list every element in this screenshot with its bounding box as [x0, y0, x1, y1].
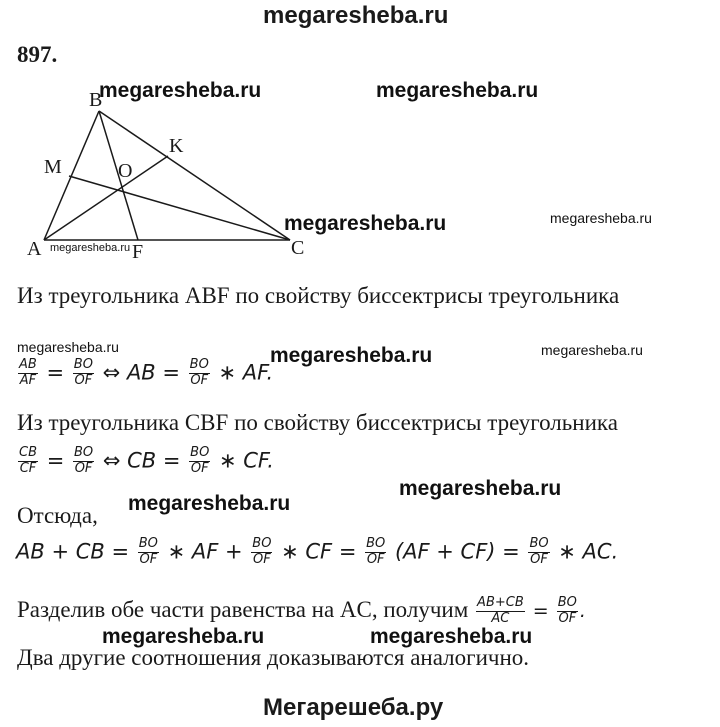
fraction: $\frac{CB}{CF}$ — [19, 445, 37, 476]
point-m-label: M — [44, 156, 62, 178]
watermark: megaresheba.ru — [102, 625, 265, 648]
fraction: $\frac{BO}{OF}$ — [190, 445, 210, 476]
problem-number: 897. — [17, 42, 58, 67]
equation-1: $\frac{AB}{AF}$ = $\frac{BO}{OF}$ ⇔ AB = $\frac{BO}{OF}$ ∗ AF. — [19, 357, 274, 388]
site-footer: Мегарешеба.ру — [263, 694, 444, 721]
fraction: $\frac{BO}{OF}$ — [557, 595, 577, 626]
watermark: megaresheba.ru — [376, 79, 539, 102]
text-line-1: Из треугольника ABF по свойству биссектрисы треугольника — [17, 283, 620, 308]
watermark: megaresheba.ru — [128, 492, 291, 515]
bisector-cm — [69, 176, 290, 240]
watermark: megaresheba.ru — [99, 79, 262, 102]
fraction: $\frac{BO}{OF}$ — [73, 357, 93, 388]
point-f-label: F — [132, 241, 144, 263]
fraction: $\frac{BO}{OF}$ — [73, 445, 94, 476]
point-k-label: K — [169, 135, 184, 157]
fraction: $\frac{AB+CB}{AC}$ — [477, 595, 524, 626]
fraction: $\frac{BO}{OF}$ — [366, 536, 386, 567]
watermark: megaresheba.ru — [541, 342, 643, 358]
point-a-label: A — [27, 238, 42, 260]
text-line-2: Из треугольника CBF по свойству биссектрисы треугольника — [17, 410, 618, 435]
watermark: megaresheba.ru — [50, 242, 131, 254]
point-c-label: C — [291, 237, 305, 259]
fraction: $\frac{AB}{AF}$ — [19, 357, 37, 388]
fraction: $\frac{BO}{OF}$ — [138, 536, 158, 567]
text-line-3: Отсюда, — [17, 503, 98, 528]
watermark: megaresheba.ru — [399, 477, 562, 500]
watermark: megaresheba.ru — [270, 344, 433, 367]
fraction: $\frac{BO}{OF}$ — [189, 357, 209, 388]
equation-3: AB + CB = $\frac{BO}{OF}$ ∗ AF + $\frac{BO}{OF}$ ∗ CF = $\frac{BO}{OF}$ (AF + CF) = $\frac{BO}{OF}$ ∗ AC. — [16, 536, 619, 567]
watermark: megaresheba.ru — [284, 212, 447, 235]
text-line-4: Разделив обе части равенства на AC, получим $\frac{AB+CB}{AC}$ = $\frac{BO}{OF}$ . — [17, 595, 586, 626]
inline-equation: $\frac{AB+CB}{AC}$ = $\frac{BO}{OF}$ . — [477, 595, 586, 626]
site-header: megaresheba.ru — [263, 2, 449, 29]
text-line-5: Два другие соотношения доказываются аналогично. — [17, 645, 529, 670]
point-b-label: B — [89, 89, 103, 111]
fraction: $\frac{BO}{OF}$ — [529, 536, 549, 567]
fraction: $\frac{BO}{OF}$ — [252, 536, 272, 567]
watermark: megaresheba.ru — [17, 339, 119, 355]
watermark: megaresheba.ru — [550, 210, 652, 226]
point-o-label: O — [118, 160, 133, 182]
watermark: megaresheba.ru — [370, 625, 533, 648]
equation-2: $\frac{CB}{CF}$ = $\frac{BO}{OF}$ ⇔ CB = $\frac{BO}{OF}$ ∗ CF. — [19, 445, 274, 476]
